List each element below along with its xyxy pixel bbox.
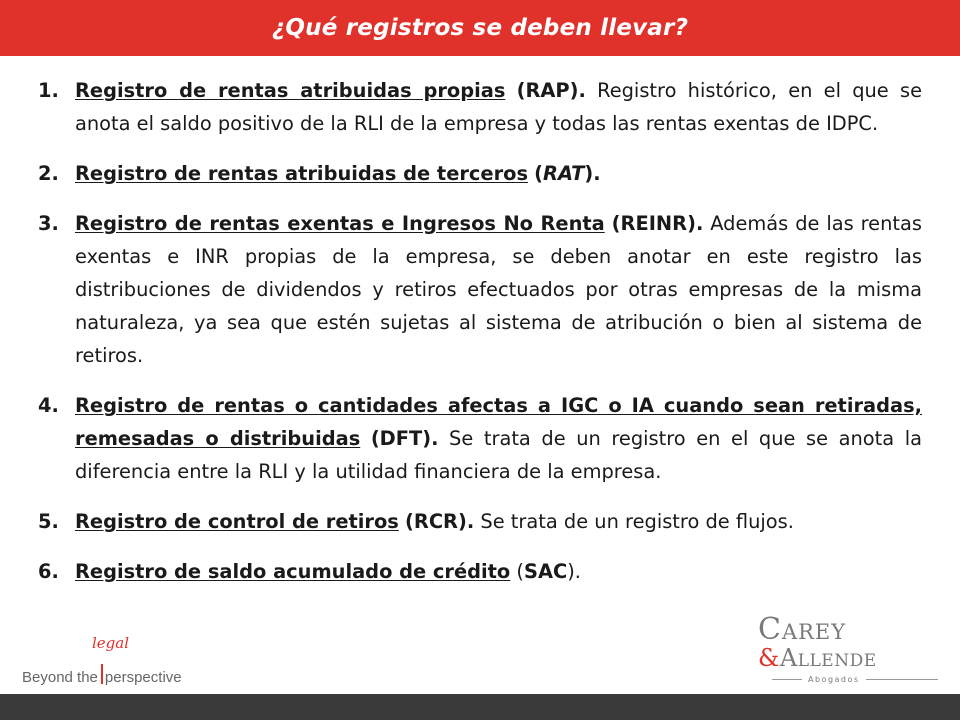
item-number: 5. [38, 510, 59, 533]
item-code: (RCR). [405, 510, 475, 533]
logo-allende: Allende [779, 644, 877, 672]
beyond-logo [22, 634, 222, 690]
item-code: RAT [543, 162, 585, 185]
item-title: Registro de saldo acumulado de crédito [75, 560, 511, 583]
list-item-reinr [38, 207, 922, 372]
list-item-rcr [38, 505, 922, 538]
item-title: Registro de rentas o cantidades afectas a IGC o IA cuando sean retiradas, remesadas o distribuidas [75, 394, 922, 450]
beyond-tagline [22, 664, 182, 686]
item-code: SAC [524, 560, 568, 583]
item-title: Registro de rentas atribuidas propias [75, 79, 506, 102]
item-title: Registro de control de retiros [75, 510, 399, 533]
item-code-close: ). [584, 162, 601, 185]
item-code-open: ( [516, 560, 524, 583]
item-text [75, 157, 922, 190]
tagline-right: perspective [104, 669, 182, 686]
item-title: Registro de rentas atribuidas de terceros [75, 162, 528, 185]
item-description: Se trata de un registro de flujos. [474, 510, 794, 533]
bottom-bar [0, 694, 960, 720]
item-code-close: ). [567, 560, 581, 583]
item-description: Registro histórico, en el que se anota el saldo positivo de la RLI de la empresa y todas las rentas exentas de IDPC. [75, 79, 922, 135]
item-code: (DFT). [370, 427, 439, 450]
item-number: 6. [38, 560, 59, 583]
item-number: 4. [38, 394, 59, 417]
list-item-rap [38, 74, 922, 140]
title-bar [0, 0, 960, 56]
item-code-open: ( [534, 162, 544, 185]
item-number: 1. [38, 79, 59, 102]
item-description: Se trata de un registro en el que se anota la diferencia entre la RLI y la utilidad financiera de la empresa. [75, 427, 922, 483]
registry-list [38, 74, 922, 605]
item-text [75, 505, 922, 538]
logo-abogados: Abogados [802, 675, 866, 684]
list-item-sac [38, 555, 922, 588]
item-text [75, 555, 922, 588]
item-number: 2. [38, 162, 59, 185]
list-item-dft [38, 389, 922, 488]
item-code: (REINR). [611, 212, 704, 235]
item-code: (RAP). [516, 79, 586, 102]
tagline-divider [101, 664, 103, 684]
item-title: Registro de rentas exentas e Ingresos No Renta [75, 212, 605, 235]
item-text [75, 389, 922, 488]
legal-word: legal [92, 634, 130, 652]
logo-carey: Carey [758, 612, 847, 647]
list-item-rat [38, 157, 922, 190]
item-number: 3. [38, 212, 59, 235]
item-text [75, 207, 922, 372]
carey-allende-logo [758, 612, 938, 684]
logo-ampersand: & [758, 644, 780, 672]
item-description: Además de las rentas exentas e INR propias de la empresa, se deben anotar en este registro las distribuciones de dividendos y retiros efectuados por otras empresas de la misma naturaleza, ya sea que estén sujetas al sistema de atribución o bien al sistema de retiros. [75, 212, 922, 367]
tagline-left: Beyond the [22, 669, 98, 686]
page-title: ¿Qué registros se deben llevar? [271, 15, 689, 41]
logo-allende-line [758, 644, 877, 672]
item-text [75, 74, 922, 140]
